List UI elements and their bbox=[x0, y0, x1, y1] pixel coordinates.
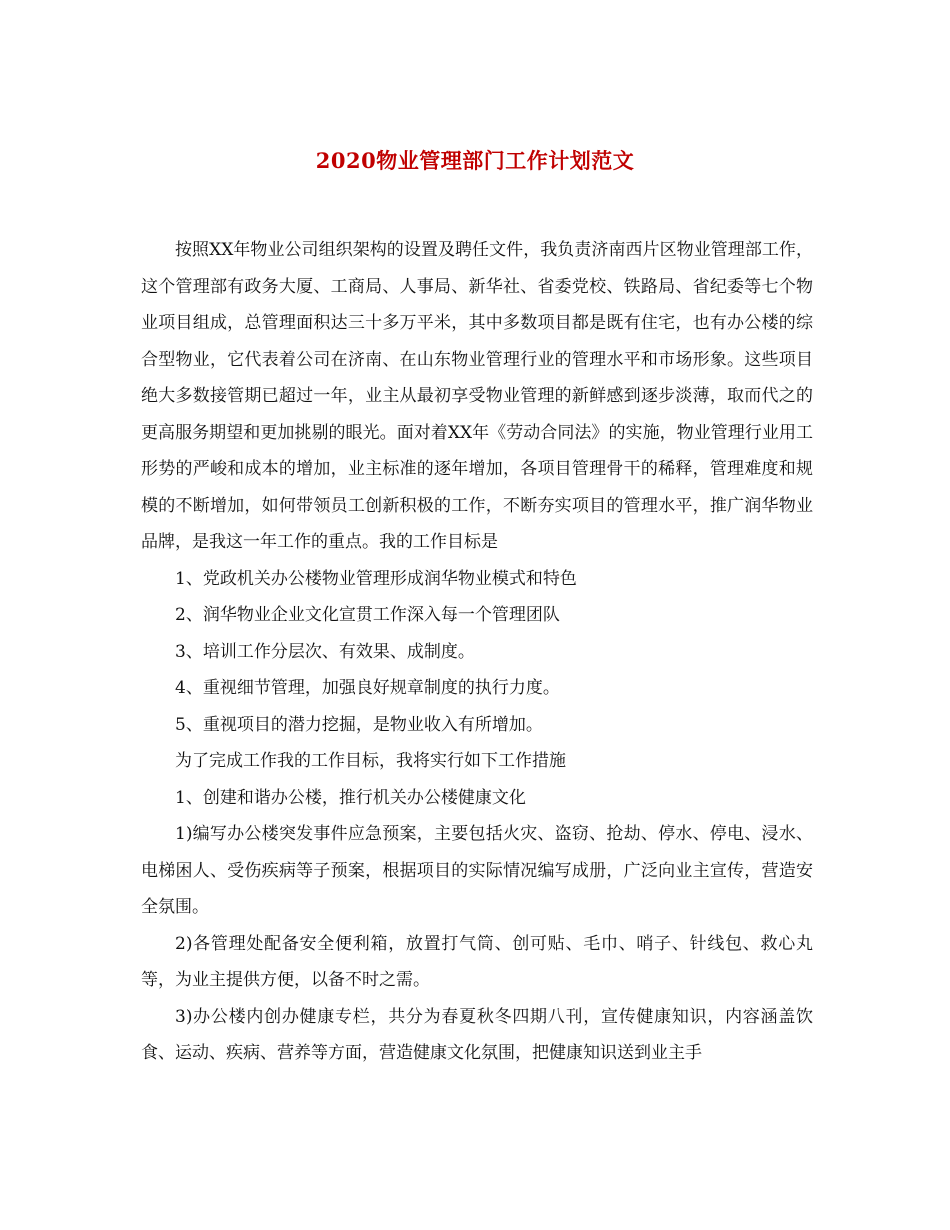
document-title: 2020物业管理部门工作计划范文 bbox=[315, 148, 635, 173]
document-body bbox=[141, 232, 813, 1072]
goal-item-3: 3、培训工作分层次、有效果、成制度。 bbox=[175, 641, 475, 662]
measure-sub-2: 2)各管理处配备安全便利箱，放置打气筒、创可贴、毛巾、哨子、针线包、救心丸等，为业主提供方便，以备不时之需。 bbox=[141, 933, 813, 990]
measures-intro: 为了完成工作我的工作目标，我将实行如下工作措施 bbox=[175, 751, 566, 771]
goal-item-4: 4、重视细节管理，加强良好规章制度的执行力度。 bbox=[175, 678, 560, 698]
measure-sub-1: 1)编写办公楼突发事件应急预案，主要包括火灾、盗窃、抢劫、停水、停电、浸水、电梯困人、受伤疾病等子预案，根据项目的实际情况编写成册，广泛向业主宣传，营造安全氛围。 bbox=[141, 824, 813, 917]
goal-item-5: 5、重视项目的潜力挖掘，是物业收入有所增加。 bbox=[175, 714, 543, 735]
goal-item-1: 1、党政机关办公楼物业管理形成润华物业模式和特色 bbox=[175, 568, 577, 589]
measure-heading-1: 1、创建和谐办公楼，推行机关办公楼健康文化 bbox=[175, 787, 526, 808]
paragraph-intro: 按照XX年物业公司组织架构的设置及聘任文件，我负责济南西片区物业管理部工作，这个管理部有政务大厦、工商局、人事局、新华社、省委党校、铁路局、省纪委等七个物业项目组成，总管理面积达三十多万平米，其中多数项目都是既有住宅，也有办公楼的综合型物业，它代表着公司在济南、在山东物业管理行业的管理水平和市场形象。这些项目绝大多数接管期已超过一年，业主从最初享受物业管理的新鲜感到逐步淡薄，取而代之的更高服务期望和更加挑剔的眼光。面对着XX年《劳动合同法》的实施，物业管理行业用工形势的严峻和成本的增加，业主标准的逐年增加，各项目管理骨干的稀释，管理难度和规模的不断增加，如何带领员工创新积极的工作，不断夯实项目的管理水平，推广润华物业品牌，是我这一年工作的重点。我的工作目标是 bbox=[141, 240, 813, 552]
goal-item-2: 2、润华物业企业文化宣贯工作深入每一个管理团队 bbox=[175, 605, 560, 625]
measure-sub-3: 3)办公楼内创办健康专栏，共分为春夏秋冬四期八刊，宣传健康知识，内容涵盖饮食、运动、疾病、营养等方面，营造健康文化氛围，把健康知识送到业主手 bbox=[141, 1006, 813, 1063]
